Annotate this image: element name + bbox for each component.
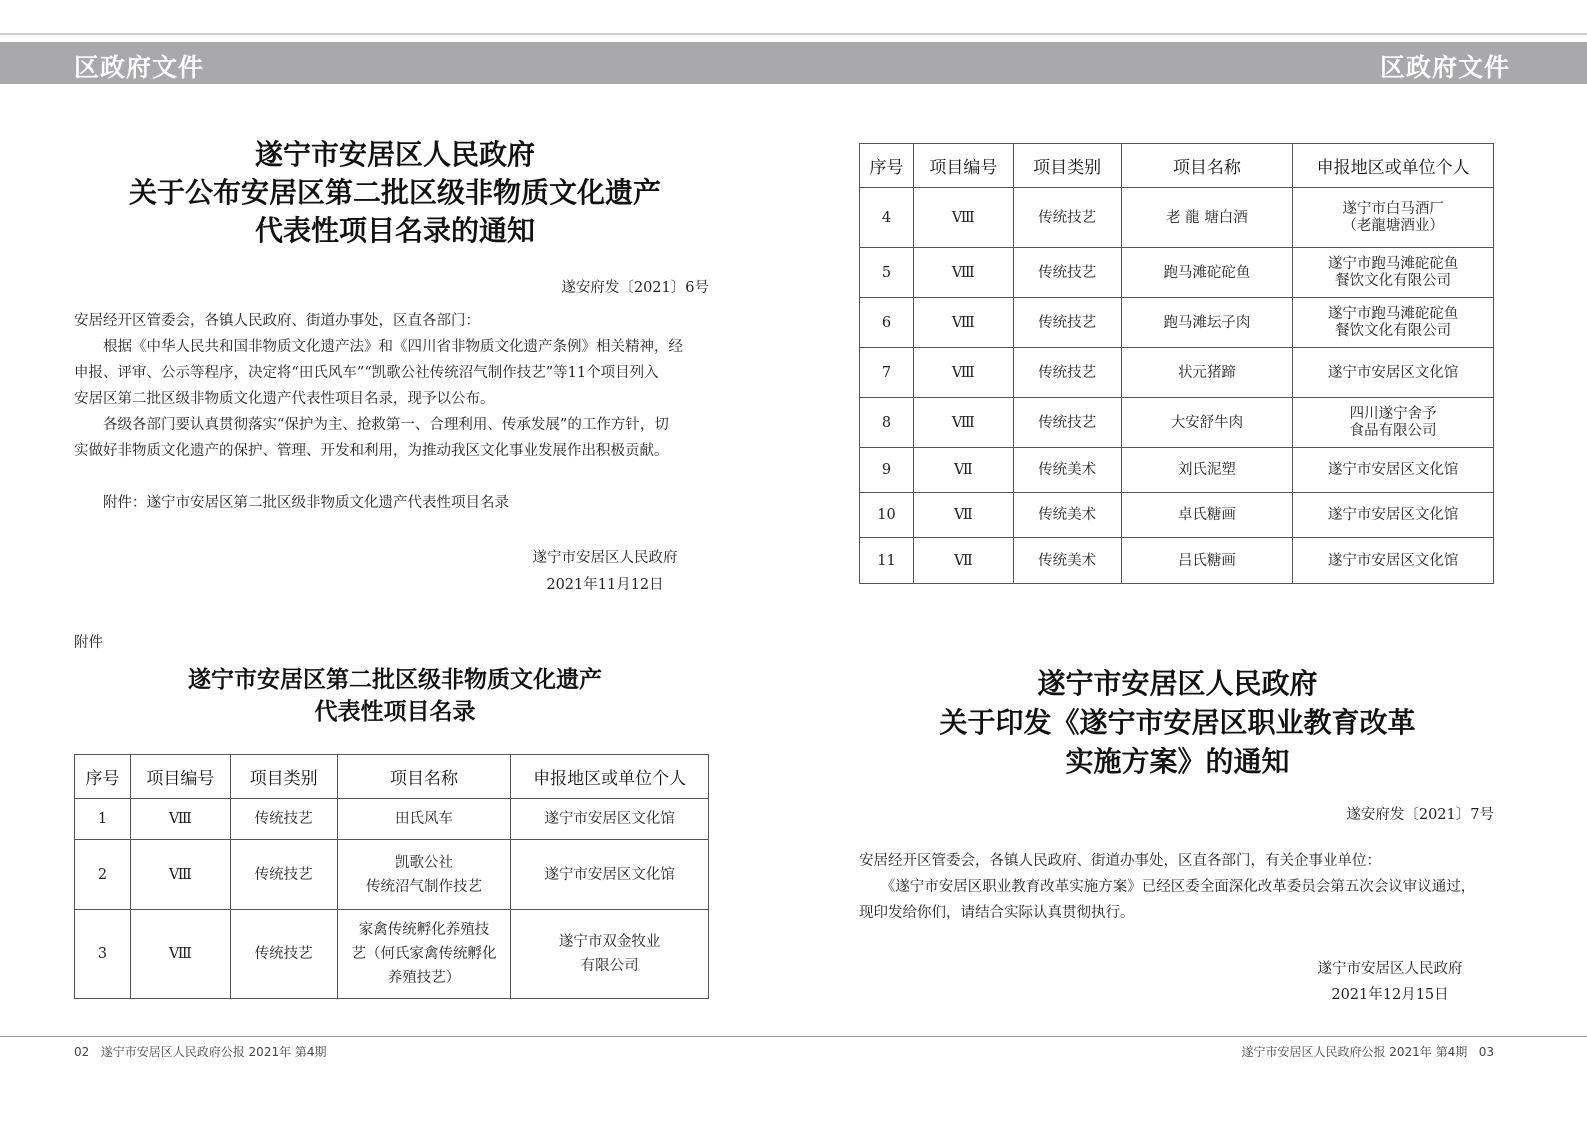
table-header-row: [860, 144, 1494, 188]
cell-name: 吕氏糖画: [1121, 538, 1293, 584]
table-row: [860, 493, 1494, 538]
cell-unit: 遂宁市安居区文化馆: [511, 799, 709, 840]
header-cell-category: 项目类别: [230, 755, 337, 799]
cell-category: 传统技艺: [1013, 248, 1121, 298]
cell-code: Ⅷ: [913, 298, 1013, 348]
cell-name: 田氏风车: [337, 799, 511, 840]
cell-code: Ⅷ: [130, 910, 230, 999]
cell-name-line: 家禽传统孵化养殖技: [358, 922, 490, 938]
cell-no: 11: [860, 538, 914, 584]
notice1-doc-number: 遂安府发〔2021〕6号: [561, 280, 709, 296]
header-cell-code: 项目编号: [130, 755, 230, 799]
notice2-title-line: 实施方案》的通知: [1065, 745, 1290, 778]
cell-no: 6: [860, 298, 914, 348]
header-cell-name: 项目名称: [337, 755, 511, 799]
cell-category: 传统美术: [1013, 448, 1121, 493]
attachment-title: [70, 664, 720, 728]
cell-category: 传统技艺: [1013, 398, 1121, 448]
footer-rule: [0, 1036, 1587, 1037]
notice1-title: [70, 136, 720, 250]
header-band: [0, 42, 1587, 84]
notice1-attachment-note: 附件：遂宁市安居区第二批区级非物质文化遗产代表性项目名录: [74, 495, 509, 511]
cell-name: 卓氏糖画: [1121, 493, 1293, 538]
cell-code: Ⅶ: [913, 538, 1013, 584]
cell-no: 8: [860, 398, 914, 448]
cell-unit-line: 餐饮文化有限公司: [1335, 272, 1452, 289]
table-header-row: [75, 755, 709, 799]
cell-no: 9: [860, 448, 914, 493]
cell-no: 10: [860, 493, 914, 538]
cell-unit-line: 四川遂宁舍予: [1349, 405, 1437, 422]
right-page-number: 03: [1478, 1045, 1494, 1059]
notice2-addressee: 安居经开区管委会，各镇人民政府、街道办事处，区直各部门，有关企事业单位：: [859, 853, 1381, 869]
notice2-title-line: 遂宁市安居区人民政府: [1037, 667, 1318, 700]
notice1-signer: 遂宁市安居区人民政府: [532, 550, 678, 566]
notice2-doc-number: 遂安府发〔2021〕7号: [1346, 807, 1494, 823]
cell-name-line: 凯歌公社: [394, 854, 453, 871]
cell-unit: [1293, 398, 1494, 448]
cell-name: 老 龍 塘白酒: [1121, 188, 1293, 248]
header-cell-unit: 申报地区或单位个人: [1293, 144, 1494, 188]
table-row: [860, 188, 1494, 248]
cell-name: 刘氏泥塑: [1121, 448, 1293, 493]
right-footer-text: 遂宁市安居区人民政府公报 2021年 第4期: [1241, 1045, 1468, 1059]
notice1-para-line: 根据《中华人民共和国非物质文化遗产法》和《四川省非物质文化遗产条例》相关精神，经: [74, 339, 683, 355]
cell-name: [337, 840, 511, 910]
notice1-para-line: 各级各部门要认真贯彻落实“保护为主、抢救第一、合理利用、传承发展”的工作方针，切: [74, 417, 669, 433]
cell-code: Ⅷ: [913, 348, 1013, 398]
cell-no: 5: [860, 248, 914, 298]
cell-name: 大安舒牛肉: [1121, 398, 1293, 448]
notice2-signer: 遂宁市安居区人民政府: [1317, 961, 1463, 977]
cell-name: [337, 910, 511, 999]
cell-unit: [1293, 248, 1494, 298]
right-header-title: 区政府文件: [1380, 53, 1511, 82]
table-row: [75, 910, 709, 999]
table-row: [860, 538, 1494, 584]
cell-unit: 遂宁市安居区文化馆: [1293, 348, 1494, 398]
cell-unit: 遂宁市安居区文化馆: [1293, 538, 1494, 584]
cell-code: Ⅷ: [130, 799, 230, 840]
attachment-label: 附件: [74, 635, 103, 651]
cell-unit-line: 餐饮文化有限公司: [1335, 322, 1452, 339]
cell-name: 跑马滩砣砣鱼: [1121, 248, 1293, 298]
table-row: [860, 348, 1494, 398]
left-footer: [74, 1043, 327, 1060]
cell-category: 传统技艺: [1013, 188, 1121, 248]
table-row: [860, 398, 1494, 448]
cell-code: Ⅶ: [913, 493, 1013, 538]
heritage-table-right: [859, 143, 1494, 584]
cell-code: Ⅷ: [130, 840, 230, 910]
header-cell-name: 项目名称: [1121, 144, 1293, 188]
header-cell-code: 项目编号: [913, 144, 1013, 188]
header-cell-no: 序号: [75, 755, 131, 799]
cell-category: 传统技艺: [1013, 298, 1121, 348]
cell-unit-line: 食品有限公司: [1349, 422, 1437, 439]
cell-unit-line: 遂宁市白马酒厂: [1342, 200, 1444, 217]
cell-unit: 遂宁市安居区文化馆: [1293, 448, 1494, 493]
cell-category: 传统技艺: [230, 840, 337, 910]
cell-unit: [1293, 188, 1494, 248]
cell-category: 传统技艺: [230, 910, 337, 999]
cell-no: 7: [860, 348, 914, 398]
cell-unit-line: 遂宁市跑马滩砣砣鱼: [1327, 255, 1459, 272]
notice1-title-line: 关于公布安居区第二批区级非物质文化遗产: [128, 176, 661, 209]
cell-unit: 遂宁市安居区文化馆: [1293, 493, 1494, 538]
header-cell-unit: 申报地区或单位个人: [511, 755, 709, 799]
left-header-title: 区政府文件: [74, 53, 205, 82]
cell-unit-line: 遂宁市跑马滩砣砣鱼: [1327, 305, 1459, 322]
notice2-para-line: 《遂宁市安居区职业教育改革实施方案》已经区委全面深化改革委员会第五次会议审议通过，: [859, 879, 1476, 895]
cell-unit-line: 有限公司: [580, 958, 639, 974]
left-page-number: 02: [74, 1045, 90, 1059]
notice2-para-line: 现印发给你们，请结合实际认真贯彻执行。: [859, 905, 1135, 921]
notice1-date: 2021年11月12日: [546, 577, 664, 593]
cell-name-line: 传统沼气制作技艺: [365, 878, 482, 895]
table-row: [860, 248, 1494, 298]
right-footer: [1241, 1043, 1494, 1060]
cell-no: 2: [75, 840, 131, 910]
cell-unit-line: （老龍塘酒业）: [1342, 217, 1444, 234]
cell-name: 状元猪蹄: [1121, 348, 1293, 398]
notice1-title-line: 遂宁市安居区人民政府: [254, 138, 535, 171]
cell-unit: 遂宁市安居区文化馆: [511, 840, 709, 910]
notice1-para-line: 安居区第二批区级非物质文化遗产代表性项目名录，现予以公布。: [74, 391, 495, 407]
table-row: [860, 298, 1494, 348]
attachment-title-line: 遂宁市安居区第二批区级非物质文化遗产: [188, 667, 602, 693]
cell-unit: [1293, 298, 1494, 348]
notice2-date: 2021年12月15日: [1331, 987, 1449, 1003]
cell-name: 跑马滩坛子肉: [1121, 298, 1293, 348]
top-rule: [0, 33, 1587, 35]
notice1-addressee: 安居经开区管委会，各镇人民政府、街道办事处，区直各部门：: [74, 313, 480, 329]
cell-name-line: 养殖技艺）: [387, 970, 461, 986]
table-row: [860, 448, 1494, 493]
heritage-table-left: [74, 754, 709, 999]
cell-no: 4: [860, 188, 914, 248]
cell-category: 传统美术: [1013, 538, 1121, 584]
cell-no: 3: [75, 910, 131, 999]
table-row: [75, 840, 709, 910]
cell-name-line: 艺（何氏家禽传统孵化: [351, 946, 497, 962]
cell-category: 传统技艺: [230, 799, 337, 840]
notice1-para-line: 申报、评审、公示等程序，决定将“田氏风车”“凯歌公社传统沼气制作技艺”等11个项目列入: [74, 365, 659, 381]
notice1-body: [74, 308, 714, 464]
cell-code: Ⅷ: [913, 248, 1013, 298]
cell-code: Ⅷ: [913, 398, 1013, 448]
cell-unit-line: 遂宁市双金牧业: [558, 934, 661, 950]
notice2-title-line: 关于印发《遂宁市安居区职业教育改革: [939, 706, 1416, 739]
cell-code: Ⅷ: [913, 188, 1013, 248]
attachment-title-line: 代表性项目名录: [314, 699, 476, 725]
notice1-title-line: 代表性项目名录的通知: [254, 214, 535, 247]
cell-category: 传统美术: [1013, 493, 1121, 538]
table-row: [75, 799, 709, 840]
notice2-body: [859, 848, 1499, 926]
cell-category: 传统技艺: [1013, 348, 1121, 398]
notice2-title: [855, 664, 1500, 781]
header-cell-category: 项目类别: [1013, 144, 1121, 188]
notice1-para-line: 实做好非物质文化遗产的保护、管理、开发和利用，为推动我区文化事业发展作出积极贡献。: [74, 443, 669, 459]
left-footer-text: 遂宁市安居区人民政府公报 2021年 第4期: [100, 1045, 327, 1059]
header-cell-no: 序号: [860, 144, 914, 188]
cell-no: 1: [75, 799, 131, 840]
cell-unit: [511, 910, 709, 999]
cell-code: Ⅶ: [913, 448, 1013, 493]
